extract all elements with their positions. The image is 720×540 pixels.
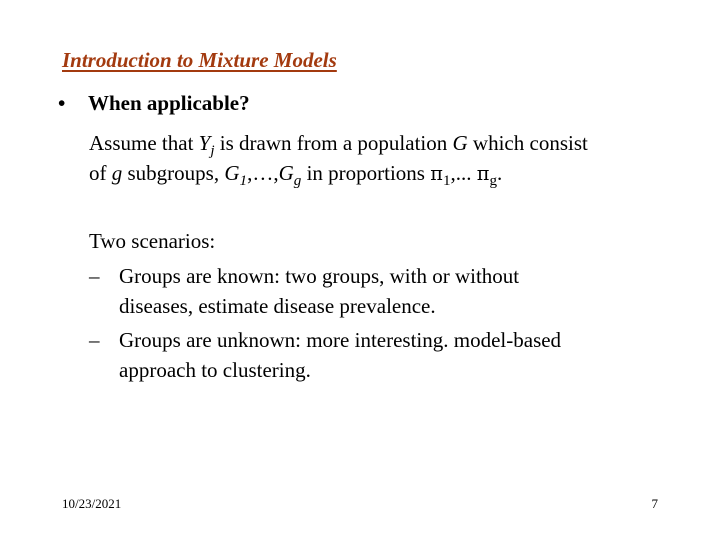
scenarios-heading: Two scenarios: xyxy=(89,229,216,253)
dash-marker: – xyxy=(89,264,100,288)
dash-marker: – xyxy=(89,328,100,352)
var-g-count: g xyxy=(111,161,123,185)
scenario-line: approach to clustering. xyxy=(119,358,311,382)
page-number: 7 xyxy=(651,496,658,511)
subscript-1: 1 xyxy=(239,173,248,190)
text-run: ,... xyxy=(450,161,477,185)
slide-title: Introduction to Mixture Models xyxy=(62,48,337,72)
assumption-line-1 xyxy=(89,128,588,158)
var-gg: G xyxy=(278,161,294,185)
pi-symbol: π xyxy=(476,162,490,185)
scenario-line: diseases, estimate disease prevalence. xyxy=(119,294,436,318)
var-y: Y xyxy=(198,131,211,155)
scenario-text xyxy=(119,325,561,385)
pi-symbol: π xyxy=(430,162,443,185)
text-run: of xyxy=(89,161,112,185)
text-run: which consist xyxy=(467,131,588,155)
bullet-dot: • xyxy=(58,91,66,115)
subscript-j: j xyxy=(210,143,215,160)
text-run: subgroups, xyxy=(122,161,225,185)
assumption-paragraph xyxy=(89,128,588,189)
text-run: is drawn from a population xyxy=(214,131,453,155)
subscript-pi-g: g xyxy=(489,173,498,190)
subscript-pi-1: 1 xyxy=(442,173,451,190)
text-run: . xyxy=(497,161,503,185)
scenario-line: Groups are known: two groups, with or without xyxy=(119,264,520,288)
var-g-population: G xyxy=(452,131,468,155)
subscript-g: g xyxy=(293,173,302,190)
bullet-label: When applicable? xyxy=(88,91,250,115)
bullet-item xyxy=(58,91,250,116)
text-run: in proportions xyxy=(301,161,431,185)
text-run: Assume that xyxy=(89,131,199,155)
assumption-line-2 xyxy=(89,158,588,189)
text-run: ,…, xyxy=(247,161,279,185)
var-g1: G xyxy=(224,161,240,185)
footer-date: 10/23/2021 xyxy=(62,496,122,511)
scenario-text xyxy=(119,261,519,321)
scenario-line: Groups are unknown: more interesting. model-based xyxy=(119,328,562,352)
